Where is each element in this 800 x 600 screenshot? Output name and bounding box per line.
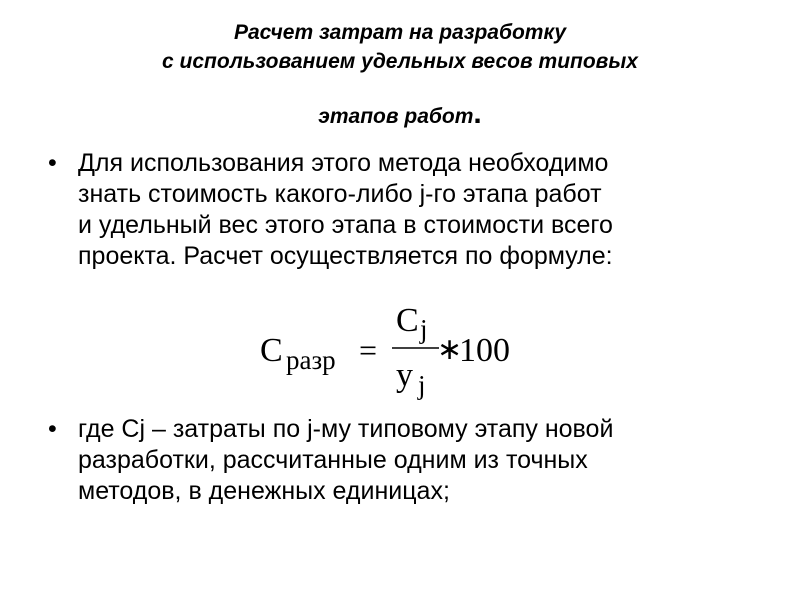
bullet-line: методов, в денежных единицах; <box>78 477 450 505</box>
slide-title-line-3 <box>0 97 800 130</box>
bullet-line: где Cj – затраты по j-му типовому этапу новой <box>78 415 614 443</box>
slide-title-line-1: Расчет затрат на разработку <box>233 21 567 44</box>
bullet-line: Для использования этого метода необходимо <box>78 149 609 177</box>
slide-title-period: . <box>473 97 482 130</box>
bullet-line: знать стоимость какого-либо j-го этапа работ <box>78 180 602 208</box>
bullet-marker: • <box>48 415 57 443</box>
formula-numerator-symbol: C <box>396 302 419 339</box>
formula-denominator-symbol: y <box>396 357 413 394</box>
bullet-line: разработки, рассчитанные одним из точных <box>78 446 588 474</box>
formula-equals-sign: = <box>359 332 378 368</box>
bullet-marker: • <box>48 149 57 177</box>
bullet-text <box>78 414 748 507</box>
slide-title-line-2: с использованием удельных весов типовых <box>162 50 638 73</box>
formula-multiply-sign: ∗ <box>437 333 463 366</box>
bullet-line: проекта. Расчет осуществляется по формуле: <box>78 242 613 270</box>
slide-title-line-3-text: этапов работ <box>318 105 474 128</box>
formula-numerator-subscript: j <box>420 314 428 344</box>
formula-denominator-subscript: j <box>418 370 426 400</box>
formula-lhs-symbol: C <box>260 332 283 369</box>
bullet-text <box>78 148 748 272</box>
formula-lhs-subscript: разр <box>286 345 336 375</box>
formula-constant: 100 <box>459 332 510 369</box>
formula-graphic <box>250 298 550 408</box>
cost-formula <box>250 298 550 408</box>
bullet-line: и удельный вес этого этапа в стоимости всего <box>78 211 613 239</box>
